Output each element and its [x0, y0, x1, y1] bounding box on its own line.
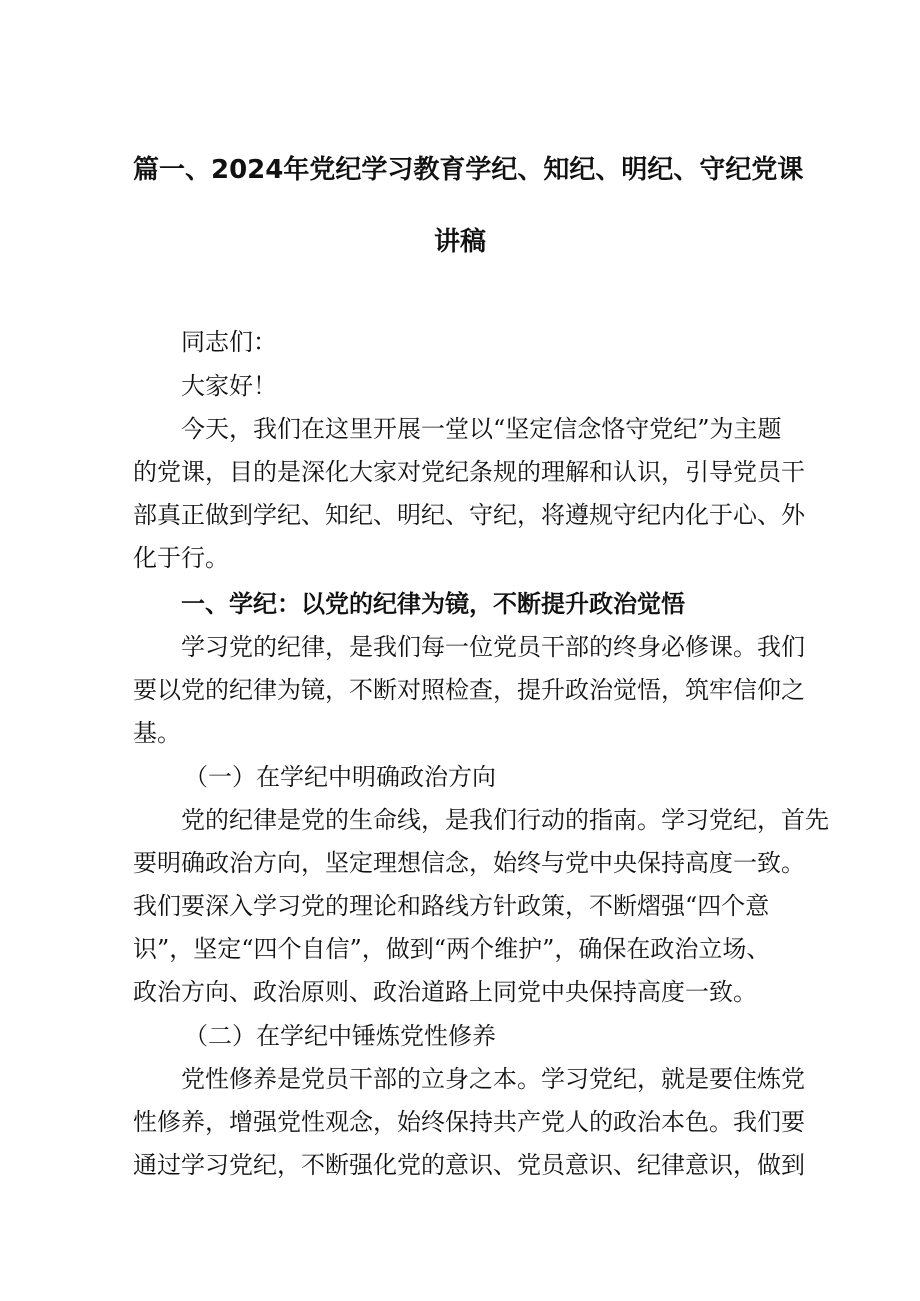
- greeting: 大家好！: [181, 372, 277, 400]
- paragraph-line: 性修养，增强党性观念，始终保持共产党人的政治本色。我们要: [133, 1108, 805, 1136]
- paragraph-line: 基。: [133, 719, 181, 747]
- paragraph-line: 通过学习党纪，不断强化党的意识、党员意识、纪律意识，做到: [133, 1151, 805, 1179]
- paragraph-line: 部真正做到学纪、知纪、明纪、守纪，将遵规守纪内化于心、外: [133, 501, 805, 529]
- paragraph-line: 党的纪律是党的生命线，是我们行动的指南。学习党纪，首先: [181, 806, 829, 834]
- subsection-heading-1: （一）在学纪中明确政治方向: [184, 763, 496, 791]
- paragraph-line: 的党课，目的是深化大家对党纪条规的理解和认识，引导党员干: [133, 458, 805, 486]
- paragraph-line: 党性修养是党员干部的立身之本。学习党纪，就是要住炼党: [181, 1065, 805, 1093]
- paragraph-line: 今天，我们在这里开展一堂以“坚定信念恪守党纪”为主题: [181, 415, 782, 443]
- paragraph-line: 要以党的纪律为镜，不断对照检查，提升政治觉悟，筑牢信仰之: [133, 676, 805, 704]
- section-heading-1: 一、学纪：以党的纪律为镜，不断提升政治觉悟: [181, 590, 685, 618]
- paragraph-line: 我们要深入学习党的理论和路线方针政策，不断熠强“四个意: [133, 892, 770, 920]
- subsection-heading-2: （二）在学纪中锤炼党性修养: [184, 1022, 496, 1050]
- document-title-line-2: 讲稿: [433, 227, 486, 257]
- salutation: 同志们：: [181, 328, 277, 356]
- document-title-line-1: 篇一、2024年党纪学习教育学纪、知纪、明纪、守纪党课: [133, 155, 804, 185]
- paragraph-line: 学习党的纪律，是我们每一位党员干部的终身必修课。我们: [181, 633, 805, 661]
- paragraph-line: 政治方向、政治原则、政治道路上同党中央保持高度一致。: [133, 978, 757, 1006]
- paragraph-line: 要明确政治方向，坚定理想信念，始终与党中央保持高度一致。: [133, 849, 805, 877]
- paragraph-line: 识”，坚定“四个自信”，做到“两个维护”，确保在政治立场、: [133, 935, 771, 963]
- paragraph-line: 化于行。: [133, 544, 229, 572]
